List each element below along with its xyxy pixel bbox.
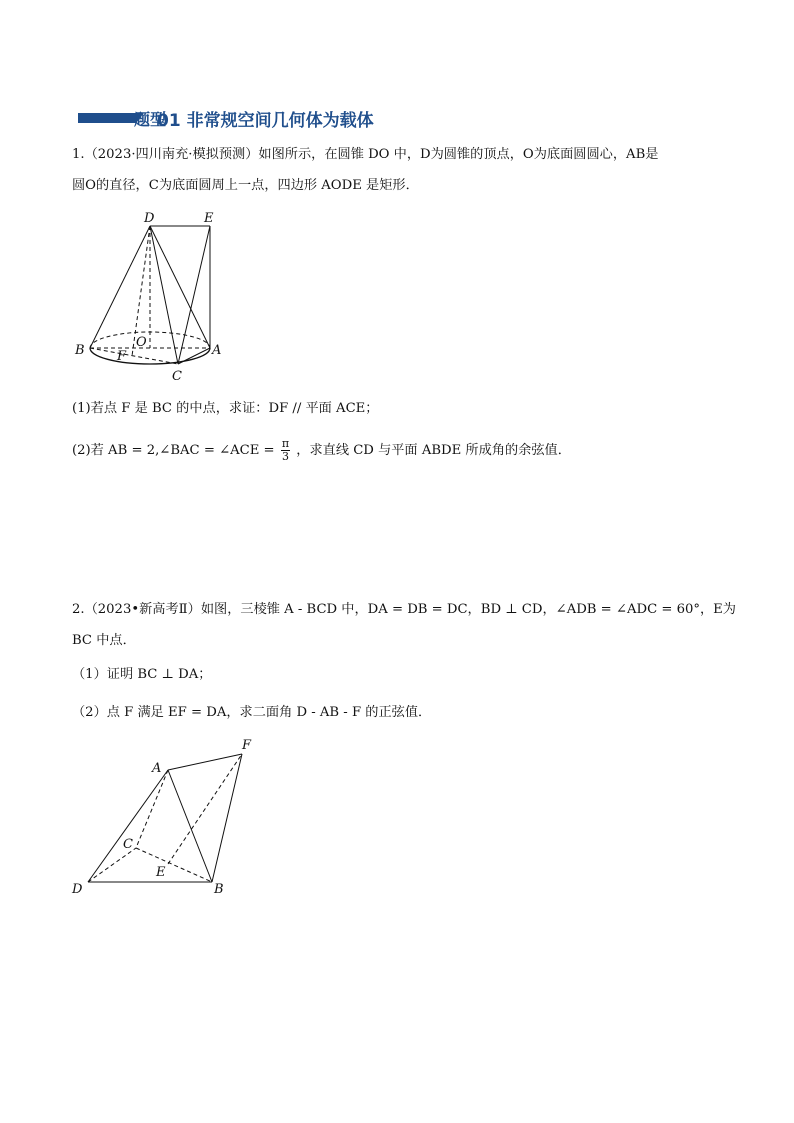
problem1-question2 [72,438,571,463]
label-B: B [75,343,85,358]
label-F: F [242,738,252,753]
fraction-numerator: π [281,437,290,450]
problem2-line1: 2.（2023•新高考Ⅱ）如图，三棱锥 A - BCD 中，DA = DB = DC，BD ⊥ CD，∠ADB = ∠ADC = 60°，E为 [72,602,736,617]
edge-BC [90,348,178,364]
edge-DB [90,226,150,348]
label-C: C [123,837,133,852]
section-title: 01 非常规空间几何体为载体 [157,111,374,131]
edge-AC [178,348,210,364]
problem1-cone-figure [70,208,230,388]
header-bar-decoration [78,113,136,123]
section-header [78,106,598,130]
label-F: F [117,349,127,364]
label-B: B [214,882,224,897]
edge-EF [168,754,242,864]
label-O: O [136,335,147,350]
fraction-denominator: 3 [281,450,289,463]
base-front-arc [90,348,210,364]
label-C: C [172,369,182,384]
problem1-q2-prefix: (2)若 AB = 2,∠BAC = ∠ACE = [72,443,275,458]
label-E: E [156,865,166,880]
label-A: A [152,761,162,776]
problem2-line2: BC 中点． [72,633,136,648]
label-E: E [204,211,214,226]
edge-DA [150,226,210,348]
label-A: A [212,343,222,358]
label-D: D [144,211,155,226]
edge-EC [178,226,210,364]
edge-FB [212,754,242,882]
problem2-tetrahedron-figure [68,736,268,898]
problem2-question2: （2）点 F 满足 EF = DA，求二面角 D - AB - F 的正弦值． [72,705,432,720]
problem1-q2-suffix: ，求直线 CD 与平面 ABDE 所成角的余弦值． [296,443,571,458]
pi-over-3-fraction [281,438,290,463]
edge-AC [136,770,168,848]
label-D: D [72,882,83,897]
edge-DC [150,226,178,364]
section-tag: 题型 [134,110,167,129]
problem1-line2: 圆O的直径，C为底面圆周上一点，四边形 AODE 是矩形． [72,178,419,193]
edge-DC [88,848,136,882]
problem1-question1: (1)若点 F 是 BC 的中点，求证：DF // 平面 ACE； [72,401,379,416]
edge-AF [168,754,242,770]
problem1-line1: 1.（2023·四川南充·模拟预测）如图所示，在圆锥 DO 中，D为圆锥的顶点，O为底面圆圆心，AB是 [72,147,659,162]
problem2-question1: （1）证明 BC ⊥ DA； [72,667,212,682]
